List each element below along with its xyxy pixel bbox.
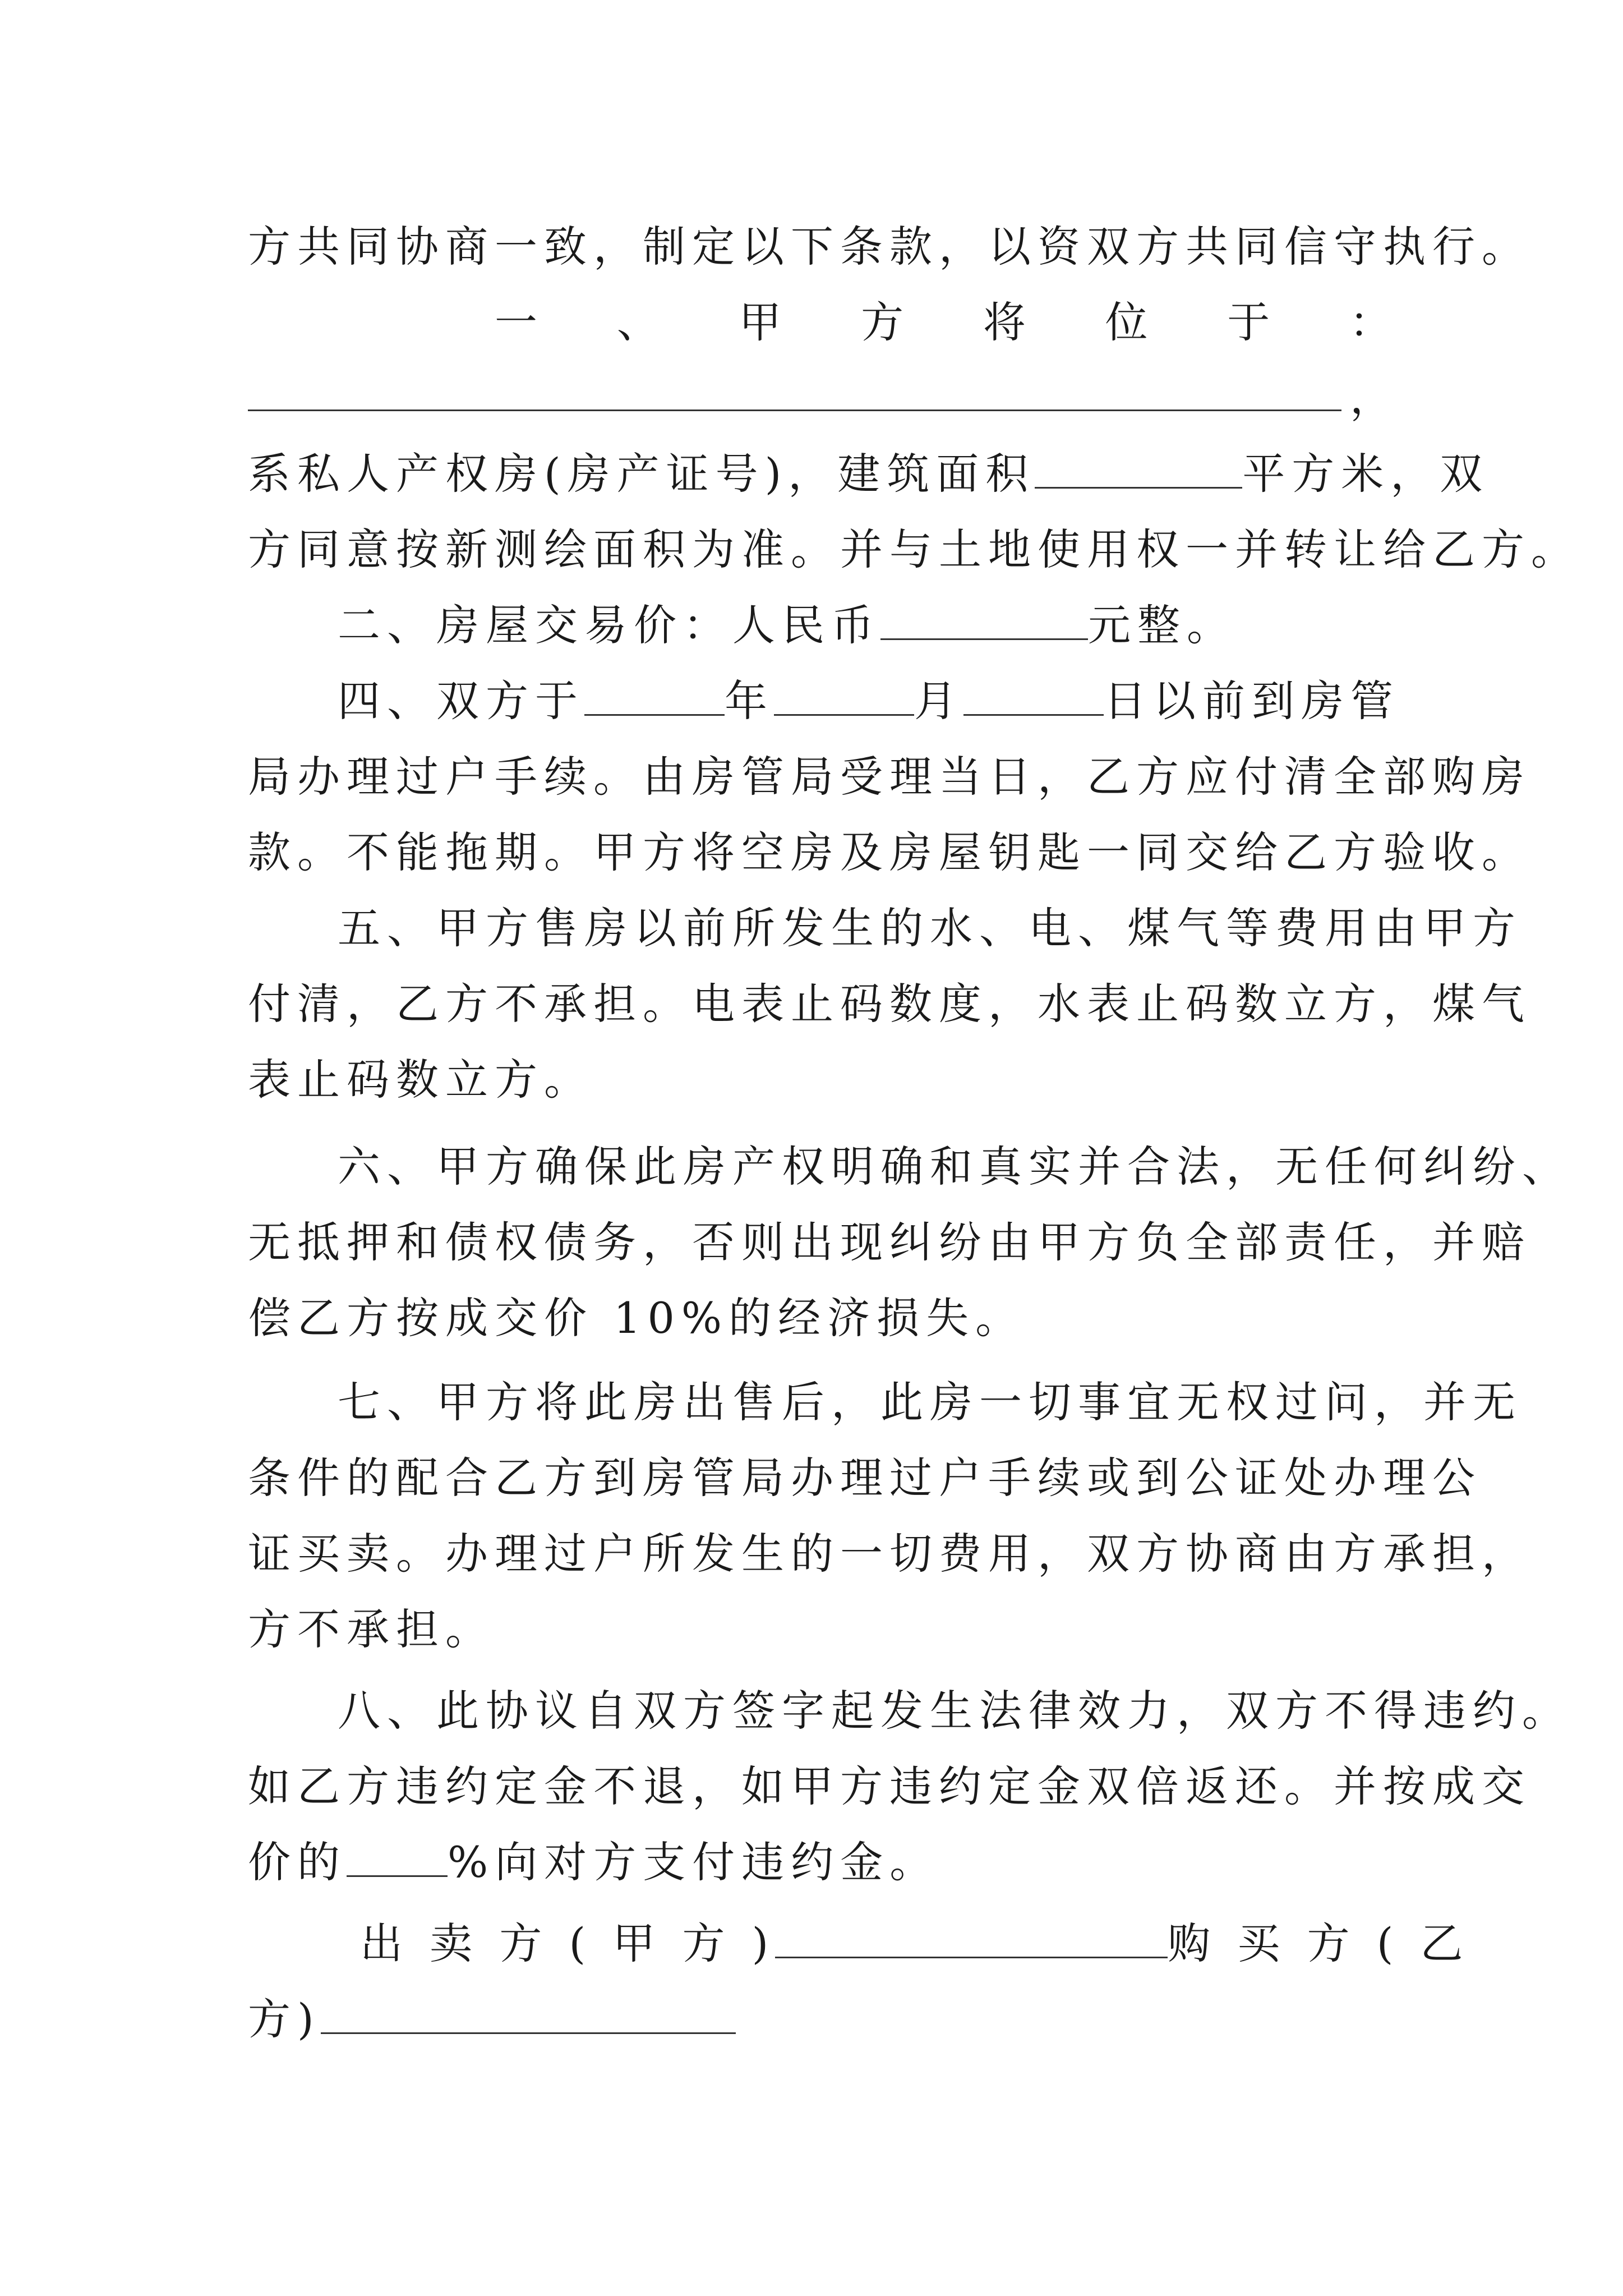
heading-char: 甲 — [739, 297, 782, 347]
month-blank — [774, 675, 914, 716]
buyer-label-start: 购 买 方 ( 乙 — [1168, 1918, 1470, 1968]
text-line: 七、甲方将此房出售后，此房一切事宜无权过问，并无 — [338, 1377, 1522, 1427]
heading-char: ： — [1349, 297, 1392, 347]
text-line: 方同意按新测绘面积为准。并与土地使用权一并转让给乙方。 — [248, 524, 1580, 574]
text-segment: 二、房屋交易价：人民币 — [338, 600, 880, 650]
text-segment: %向对方支付违约金。 — [448, 1837, 939, 1887]
text-line: 五、甲方售房以前所发生的水、电、煤气等费用由甲方 — [338, 903, 1522, 953]
text-line — [248, 597, 1482, 654]
heading-char: 、 — [616, 297, 660, 347]
heading-char: 位 — [1105, 297, 1148, 347]
signature-line — [248, 1991, 1392, 2047]
seller-label: 出 卖 方 ( 甲 方 ) — [360, 1918, 776, 1968]
buyer-label-end: 方) — [248, 1994, 321, 2044]
seller-signature-blank — [775, 1917, 1168, 1958]
address-comma: ， — [1350, 373, 1393, 423]
text-line: 证买卖。办理过户所发生的一切费用，双方协商由方承担， — [248, 1529, 1531, 1579]
price-blank — [880, 599, 1088, 640]
address-blank — [248, 409, 1341, 411]
text-segment: 平方米，双 — [1242, 449, 1490, 499]
text-line: 付清，乙方不承担。电表止码数度，水表止码数立方，煤气 — [248, 979, 1531, 1029]
text-line: 局办理过户手续。由房管局受理当日，乙方应付清全部购房 — [248, 752, 1531, 802]
area-blank — [1035, 448, 1242, 489]
text-line: 款。不能拖期。甲方将空房及房屋钥匙一同交给乙方验收。 — [248, 827, 1531, 877]
text-segment: 月 — [914, 676, 963, 726]
text-line: 无抵押和债权债务，否则出现纠纷由甲方负全部责任，并赔 — [248, 1217, 1531, 1267]
text-line: 偿乙方按成交价 10%的经济损失。 — [248, 1293, 1025, 1343]
signature-line — [248, 1916, 1504, 1972]
heading-char: 方 — [861, 297, 904, 347]
buyer-signature-blank — [321, 1993, 736, 2034]
text-line: 八、此协议自双方签字起发生法律效力，双方不得违约。 — [338, 1686, 1571, 1736]
text-segment: 价的 — [248, 1837, 347, 1887]
text-segment: 四、双方于 — [338, 676, 584, 726]
day-blank — [963, 675, 1104, 716]
text-line: 条件的配合乙方到房管局办理过户手续或到公证处办理公 — [248, 1453, 1482, 1503]
text-line — [248, 673, 1482, 729]
text-line — [248, 1834, 1392, 1890]
year-blank — [584, 675, 725, 716]
text-segment: 日以前到房管 — [1104, 676, 1400, 726]
heading-char: 将 — [983, 297, 1026, 347]
clause-one-heading — [248, 295, 1392, 351]
text-segment: 系私人产权房(房产证号)，建筑面积 — [248, 449, 1035, 499]
text-line: 方共同协商一致，制定以下条款，以资双方共同信守执行。 — [248, 222, 1531, 272]
text-line: 如乙方违约定金不退，如甲方违约定金双倍返还。并按成交 — [248, 1761, 1531, 1811]
heading-char: 于 — [1227, 297, 1270, 347]
text-line: 表止码数立方。 — [248, 1055, 593, 1105]
address-blank-row — [248, 370, 1392, 426]
text-line: 方不承担。 — [248, 1604, 495, 1654]
text-line: 六、甲方确保此房产权明确和真实并合法，无任何纠纷、 — [338, 1142, 1571, 1191]
heading-char: 一 — [495, 297, 537, 347]
text-line — [248, 446, 1490, 502]
text-segment: 元整。 — [1088, 600, 1236, 650]
penalty-percent-blank — [347, 1836, 448, 1877]
text-segment: 年 — [725, 676, 774, 726]
